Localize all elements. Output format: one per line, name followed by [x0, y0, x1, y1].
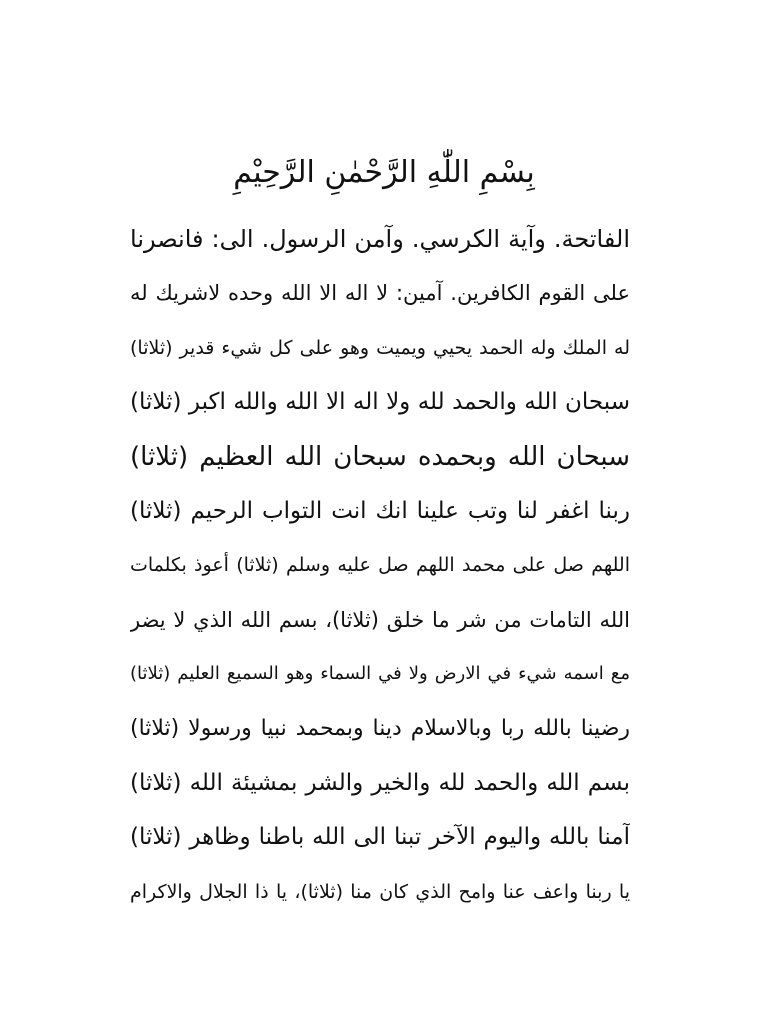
text-line: آمنا بالله واليوم الآخر تبنا الى الله باطنا وظاهر (ثلاثا) — [130, 824, 630, 851]
basmala-heading: بِسْمِ اللّٰهِ الرَّحْمٰنِ الرَّحِيْمِ — [233, 155, 535, 190]
text-line: على القوم الكافرين. آمين: لا اله الا الله وحده لاشريك له — [130, 281, 630, 306]
text-line: الفاتحة. وآية الكرسي. وآمن الرسول. الى: فانصرنا — [130, 225, 630, 253]
text-line: يا ربنا واعف عنا وامح الذي كان منا (ثلاثا)، يا ذا الجلال والاكرام — [130, 880, 630, 903]
text-line: الله التامات من شر ما خلق (ثلاثا)، بسم الله الذي لا يضر — [130, 607, 630, 632]
text-line: ربنا اغفر لنا وتب علينا انك انت التواب الرحيم (ثلاثا) — [130, 497, 630, 524]
prayer-text-block — [130, 212, 630, 919]
text-line: سبحان الله والحمد لله ولا اله الا الله والله اكبر (ثلاثا) — [130, 389, 630, 416]
text-line: مع اسمه شيء في الارض ولا في السماء وهو السميع العليم (ثلاثا) — [130, 663, 630, 685]
text-line: له الملك وله الحمد يحيي ويميت وهو على كل شيء قدير (ثلاثا) — [130, 336, 630, 359]
text-line: رضينا بالله ربا وبالاسلام دينا وبمحمد نبيا ورسولا (ثلاثا) — [130, 715, 630, 741]
text-line: بسم الله والحمد لله والخير والشر بمشيئة الله (ثلاثا) — [130, 769, 630, 796]
text-line: سبحان الله وبحمده سبحان الله العظيم (ثلاثا) — [130, 441, 630, 472]
text-line: اللهم صل على محمد اللهم صل عليه وسلم (ثلاثا) أعوذ بكلمات — [130, 554, 630, 577]
